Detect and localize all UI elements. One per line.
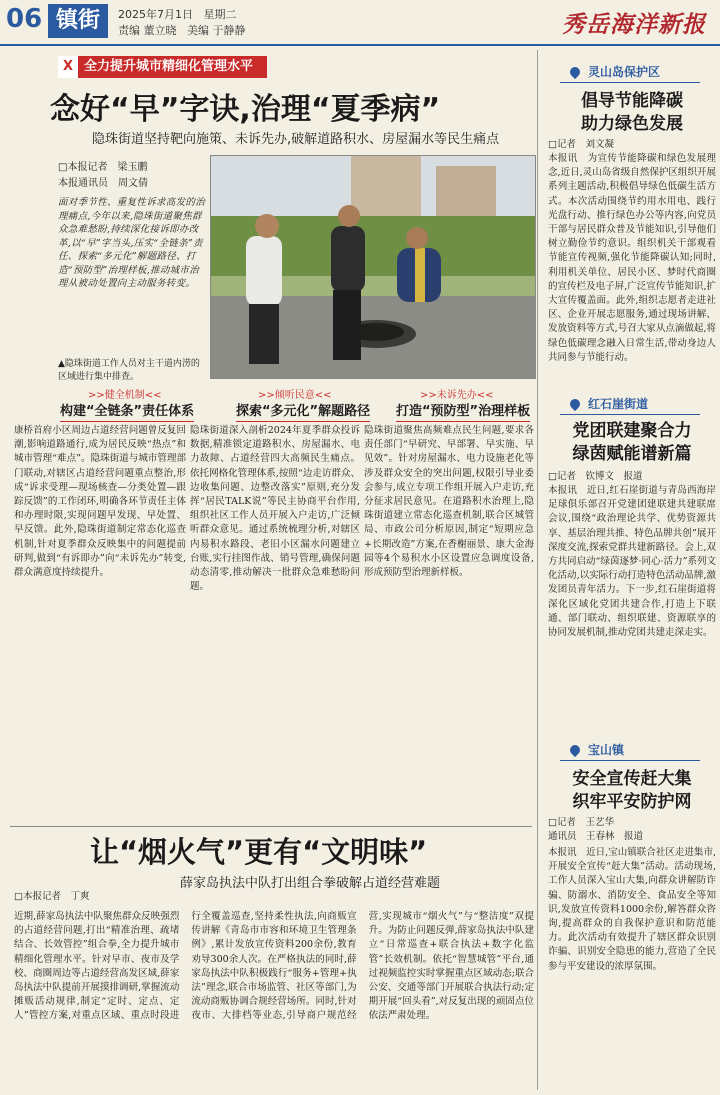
designer-label: 美编 (187, 24, 209, 37)
main-headline: 念好“早”字诀,治理“夏季病” (50, 92, 441, 127)
byline-correspondent: 本报通讯员 周文倩 (58, 178, 148, 189)
sidebar-3-byline (548, 816, 716, 843)
region-name: 宝山镇 (588, 743, 625, 757)
title-line: 党团联建聚合力 (572, 421, 692, 441)
photo-caption: ▲隐珠街道工作人员对主干道内涝的区域进行集中排查。 (58, 359, 200, 382)
editor-name: 董立晓 (143, 24, 177, 37)
sidebar-3-body: 本报讯 近日,宝山镇联合社区走进集市,开展安全宣传“赶大集”活动。活动现场,工作人员深入宝山大集,向群众讲解防诈骗、防溺水、消防安全、食品安全等知识,发放宣传资料1000余份,解答群众咨询,提高群众的自我保护意识和防范能力。此次活动有效提升了辖区群众识别诈骗、识别安全隐患的能力,营造了全民参与平安建设的浓厚氛围。 (548, 847, 716, 972)
date: 2025年7月1日 (118, 8, 193, 21)
page-number: 06 (6, 4, 43, 34)
sidebar-1-text: 本次活动围绕节约用水用电、践行光盘行动、推行绿色办公等内容,向党员干部与居民群众普及节能知识,引导他们树立勤俭节约意识。组织机关干部观看节能宣传视频,强化节能降碳认知;同时,利用机关单位、居民小区、梦时代商圈的宣传栏及电子屏,广泛宣传节能知识,扩大宣传覆盖面。此外,组织志愿者走进社区、企业开展志愿服务,通过现场讲解、发放资料等方式,号召大家从点滴做起,将绿色低碳理念融入日常生活,带动身边人共同参与节能行动。 (548, 195, 716, 363)
section-2-kicker: >>倾听民意<< (258, 390, 332, 401)
section-2-heading: 探索“多元化”解题路径 (236, 400, 370, 422)
designer-name: 于静静 (212, 24, 246, 37)
news-photo (210, 155, 536, 379)
section-1-heading: 构建“全链条”责任体系 (60, 400, 194, 422)
sidebar-region-3 (560, 740, 700, 761)
sidebar-3-title (548, 768, 716, 814)
page-header (0, 0, 720, 46)
sidebar-1-lead: 本报讯 为宣传节能降碳和绿色发展理念,近日,灵山岛省级自然保护区组织开展系列主题活动,积极倡导绿色低碳生活方式。 (548, 153, 716, 207)
sidebar-1-title (548, 90, 716, 136)
location-pin-icon (568, 65, 582, 79)
sidebar-2-text: 会上,双方共同启动“绿茵逐梦·同心·活力”系列文化活动,以实际行动打造特色活动品牌,激发团员青年活力。下一步,红石崖街道将深化区域化党团共建合作,打造上下联通、部门联动、组织联建、资源联享的协同发展机制,推动党团共建走深走实。 (548, 541, 716, 639)
second-subheadline: 薛家岛执法中队打出组合拳破解占道经营难题 (180, 876, 441, 891)
sidebar-2-title (548, 420, 716, 466)
sidebar-2-lead: 本报讯 近日,红石崖街道与青岛西海岸足球俱乐部召开党建团建联建共建联席会议,围绕“政治理论共学、优势资源共享、基层治理共推、特色品牌共创”展开深度交流,探索党群共建新路径。 (548, 485, 716, 553)
location-pin-icon (568, 743, 582, 757)
section-1-body: 康桥首府小区周边占道经营问题曾反复回潮,影响道路通行,成为居民反映“热点”和城市管理“难点”。隐珠街道与城市管理部门联动,对辖区占道经营问题重点整治,形成“诉求受理—现场核查—分类处置—跟踪反馈”的工作闭环,明确各环节责任主体和办理时限,实现问题早发现、早处置、早反馈。此外,隐珠街道制定常态化巡查机制,针对夏季群众反映集中的问题提前研判,做到“有诉即办”向“未诉先办”转变,群众满意度持续提升。 (14, 425, 186, 579)
editor-label: 责编 (118, 24, 140, 37)
byline-reporter: □本报记者 梁玉鹏 (58, 162, 148, 173)
topic-tag (58, 56, 267, 78)
region-name: 红石崖街道 (588, 397, 649, 411)
main-byline (58, 160, 148, 192)
topic-tag-text: 全力提升城市精细化管理水平 (84, 59, 254, 74)
title-line: 织牢平安防护网 (572, 792, 692, 812)
photo-illustration (211, 156, 535, 378)
sidebar-1-byline: □记者 刘文凝 (548, 139, 614, 150)
tag-x-icon: X (58, 56, 78, 78)
title-line: 助力绿色发展 (581, 114, 683, 134)
title-line: 倡导节能降碳 (581, 91, 683, 111)
byline-line: □记者 王艺华 (548, 817, 614, 828)
sidebar-region-2 (560, 394, 700, 415)
newspaper-logo: 秀岳海洋新报 (562, 11, 706, 38)
column-divider (537, 50, 538, 1090)
sidebar-1-body (548, 152, 716, 372)
section-3-heading: 打造“预防型”治理样板 (396, 400, 530, 422)
issue-date (118, 6, 237, 22)
main-subheadline: 隐珠街道坚持靶向施策、未诉先办,破解道路积水、房屋漏水等民生痛点 (92, 132, 500, 147)
section-3-kicker: >>未诉先办<< (420, 390, 494, 401)
editors (118, 22, 246, 38)
second-headline: 让“烟火气”更有“文明味” (90, 835, 428, 869)
weekday: 星期二 (203, 8, 237, 21)
region-name: 灵山岛保护区 (588, 65, 661, 79)
sidebar-2-body (548, 484, 716, 734)
sidebar-2-byline: □记者 钦博文 报道 (548, 471, 643, 482)
sidebar-region-1 (560, 62, 700, 83)
lead-paragraph: 面对季节性、重复性诉求高发的治理痛点,今年以来,隐珠街道聚焦群众急难愁盼,持续深化接诉即办改革,以“早”字当头,压实“全链条”责任、探索“多元化”解题路径、打造“预防型”治理样板,推动城市治理从被动处置向主动服务转变。 (58, 197, 206, 289)
second-byline: □本报记者 丁爽 (14, 891, 90, 902)
section-1-kicker: >>健全机制<< (88, 390, 162, 401)
title-line: 绿茵赋能谱新篇 (572, 444, 692, 464)
article-divider (10, 826, 532, 827)
section-3-body: 隐珠街道聚焦高频难点民生问题,要求各责任部门“早研究、早部署、早实施、早见效”。针对房屋漏水、电力设施老化等涉及群众安全的突出问题,权限引导业委会参与,成立专项工作组开展入户走访,充分征求居民意见。在道路积水治理上,隐珠街道建立常态化巡查机制,联合区城管局、市政公司分析原因,制定“短期应急+长期改造”方案,在香榭丽景、康大金海园等4个易积水小区设置应急调度设备,形成预防型治理新样板。 (364, 425, 534, 579)
location-pin-icon (568, 397, 582, 411)
section-label: 镇街 (48, 4, 108, 38)
second-body: 近期,薛家岛执法中队聚焦群众反映强烈的占道经营问题,打出“精准治理、疏堵结合、长效管控”组合拳,全力提升城市精细化管理水平。针对早市、夜市及学校、商圈周边等占道经营高发区域,薛家岛执法中队提前开展摸排调研,掌握流动摊贩活动规律,制定“定时、定点、定人”管控方案,对重点区域、重点时段进行全覆盖巡查,坚持柔性执法,向商贩宣传讲解《青岛市市容和环境卫生管理条例》,累计发放宣传资料200余份,教育劝导300余人次。在严格执法的同时,薛家岛执法中队积极践行“服务+管理+执法”理念,联合市场监管、社区等部门,为流动商贩协调合规经营场所。同时,针对夜市、大排档等业态,引导商户规范经营,实现城市“烟火气”与“整洁度”双提升。为防止问题反弹,薛家岛执法中队建立“日常巡查+联合执法+数字化监管”长效机制。依托“智慧城管”平台,通过视频监控实时掌握重点区域动态;联合公安、交通等部门开展联合执法行动;定期开展“回头看”,对反复出现的顽固点位依法严肃处理。 (14, 911, 534, 1022)
title-line: 安全宣传赶大集 (572, 769, 692, 789)
byline-line: 通讯员 王春林 报道 (548, 830, 644, 842)
section-2-body: 隐珠街道深入剖析2024年夏季群众投诉数据,精准锁定道路积水、房屋漏水、电力故障、占道经营四大高频民生痛点。依托网格化管理体系,按照“边走访群众、边收集问题、边整改落实”原则,充分发挥“居民TALK说”等民主协商平台作用,组织社区工作人员开展入户走访,广泛倾听群众意见。通过系统梳理分析,对辖区内易积水路段、老旧小区漏水问题建立台账,实行挂图作战、销号管理,确保问题动态清零,推动解决一批群众急难愁盼问题。 (190, 425, 360, 593)
